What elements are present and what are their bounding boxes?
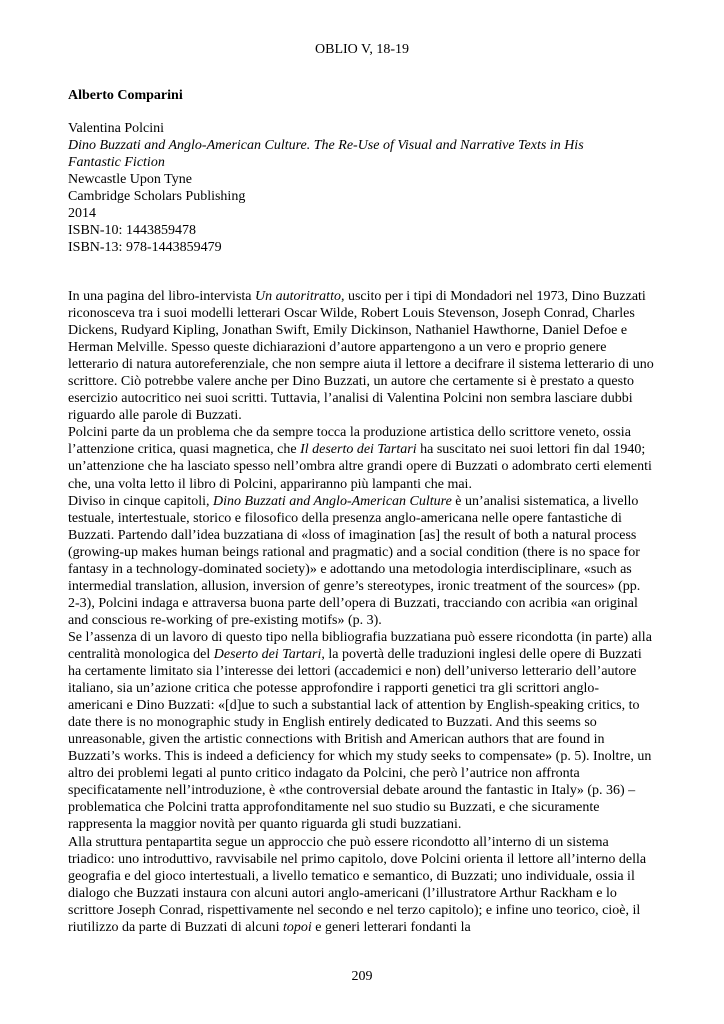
italic-title: Un autoritratto xyxy=(255,289,341,304)
paragraph-text: Polcini parte da un problema che da sempre tocca la produzione artistica dello scrittore veneto, ossia l’attenzione critica, quasi magnetica, che xyxy=(68,425,631,458)
isbn-13: ISBN-13: 978-1443859479 xyxy=(68,240,222,255)
running-header: OBLIO V, 18-19 xyxy=(315,42,409,57)
paragraph xyxy=(68,288,654,424)
review-body xyxy=(68,288,654,936)
publication-year: 2014 xyxy=(68,206,96,221)
isbn-10: ISBN-10: 1443859478 xyxy=(68,223,196,238)
review-author: Alberto Comparini xyxy=(68,88,183,103)
book-author: Valentina Polcini xyxy=(68,121,165,136)
paragraph-text: , la povertà delle traduzioni inglesi delle opere di Buzzati ha certamente limitato sia l’interesse dei lettori (accademici e non) dell’universo letterario dell’autore italiano, sia un’azione critica che potesse approfondire i rapporti genetici tra gli scrittori anglo-americani e Dino Buzzati: «[d]ue to such a substantial lack of attention by English-speaking critics, to date there is no monographic study in English entirely dedicated to Buzzati. And this seems so unreasonable, given the artistic connections with British and American authors that are found in Buzzati’s works. This is indeed a deficiency for which my study seeks to compensate» (p. 5). Inoltre, un altro dei problemi legati al punto critico indagato da Polcini, che però l’autrice non affronta specificatamente nell’introduzione, è «the controversial debate around the fantastic in Italy» (p. 36) – problematica che Polcini tratta approfonditamente nel suo studio su Buzzati, e che sicuramente rappresenta la maggior novità per quanto riguarda gli studi buzzatiani. xyxy=(68,646,652,833)
paragraph xyxy=(68,834,654,936)
italic-term: topoi xyxy=(282,919,312,935)
paragraph-text: ha suscitato nei suoi lettori fin dal 1940; un’attenzione che ha lasciato spesso nell’ombra altre grandi opere di Buzzati o adombrato certi elementi che, una volta letto il libro di Polcini, appariranno più lampanti che mai. xyxy=(68,442,652,492)
italic-title: Il deserto dei Tartari xyxy=(300,442,417,458)
paragraph-text: , uscito per i tipi di Mondadori nel 1973, Dino Buzzati riconosceva tra i suoi modelli letterari Oscar Wilde, Robert Louis Stevenson, Joseph Conrad, Charles Dickens, Rudyard Kipling, Jonathan Swift, Emily Dickinson, Nathaniel Hawthorne, Daniel Defoe e Herman Melville. Spesso queste dichiarazioni d’autore appartengono a un vero e proprio genere letterario di natura autoreferenziale, che non sempre aiuta il lettore a decifrare il sistema letterario di uno scrittore. Ciò potrebbe valere anche per Dino Buzzati, un autore che certamente si è prestato a questo esercizio autocritico nei suoi scritti. Tuttavia, l’analisi di Valentina Polcini non sembra lasciare dubbi riguardo alle parole di Buzzati. xyxy=(68,289,654,424)
book-title xyxy=(68,137,648,171)
paragraph xyxy=(68,629,654,834)
book-title-line-2: Fantastic Fiction xyxy=(68,155,165,170)
italic-title: Deserto dei Tartari xyxy=(213,646,322,662)
paragraph-text: e generi letterari fondanti la xyxy=(311,919,471,935)
bibliographic-entry xyxy=(68,120,648,256)
paragraph-text: Alla struttura pentapartita segue un approccio che può essere ricondotto all’interno di un sistema triadico: uno introduttivo, ravvisabile nel primo capitolo, dove Polcini orienta il lettore all’interno della geografia e del gioco intertestuali, a livello tematico e semantico, di Buzzati; uno individuale, ossia il dialogo che Buzzati instaura con alcuni autori anglo-americani (l’illustratore Arthur Rackham e lo scrittore Joseph Conrad, rispettivamente nel secondo e nel terzo capitolo); e infine uno teorico, cioè, il riutilizzo da parte di Buzzati di alcuni xyxy=(68,834,647,935)
page-number: 209 xyxy=(351,969,373,984)
book-title-line-1: Dino Buzzati and Anglo-American Culture. The Re-Use of Visual and Narrative Texts in His xyxy=(68,138,584,153)
paragraph-text: In una pagina del libro-intervista xyxy=(68,289,255,304)
paragraph-text: Diviso in cinque capitoli, xyxy=(68,493,214,509)
publisher: Cambridge Scholars Publishing xyxy=(68,189,246,204)
paragraph-text: Se l’assenza di un lavoro di questo tipo nella bibliografia buzzatiana può essere ricondotta (in parte) alla centralità monologica del xyxy=(68,629,652,662)
italic-title: Dino Buzzati and Anglo-American Culture xyxy=(213,493,452,509)
paragraph-text: è un’analisi sistematica, a livello testuale, intertestuale, storico e filosofico della presenza anglo-americana nelle opere fantastiche di Buzzati. Partendo dall’idea buzzatiana di «loss of imagination [as] the result of both a natural process (growing-up makes human beings rational and pragmatic) and a social condition (there is no space for fantasy in a technology-dominated society)» e adottando una metodologia interdisciplinare, «such as intermedial translation, allusion, inversion of genre’s stereotypes, ironic treatment of the sources» (pp. 2-3), Polcini indaga e attraversa buona parte dell’opera di Buzzati, tracciando con acribia «an original and conscious re-working of pre-existing motifs» (p. 3). xyxy=(68,493,641,628)
paragraph xyxy=(68,493,654,629)
paragraph xyxy=(68,424,654,492)
publication-place: Newcastle Upon Tyne xyxy=(68,172,192,187)
